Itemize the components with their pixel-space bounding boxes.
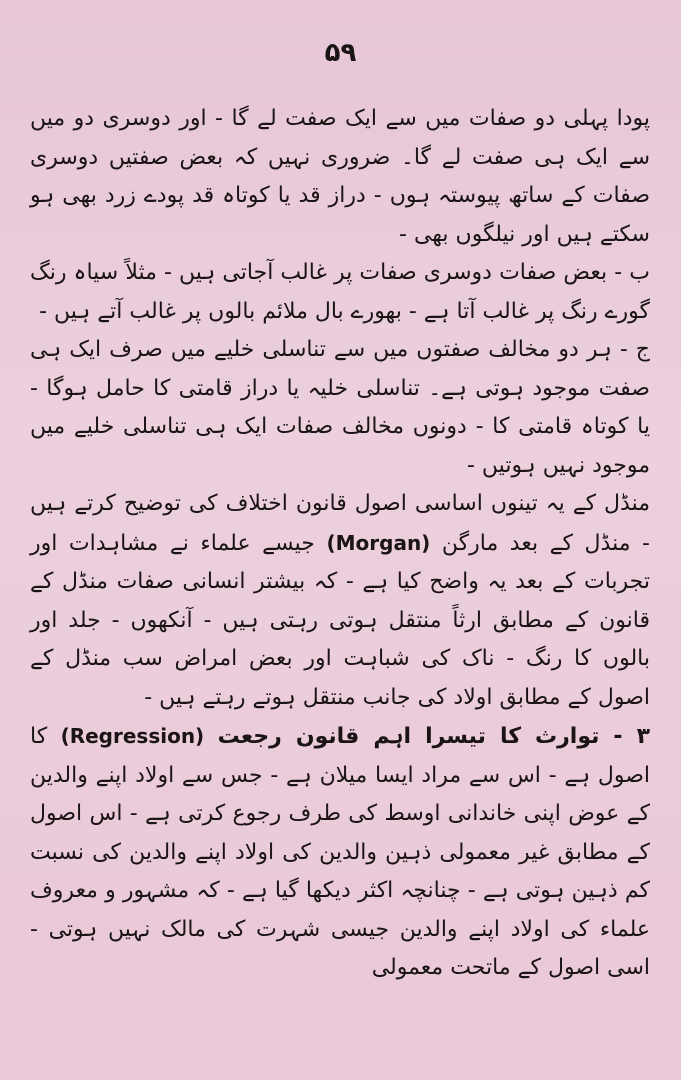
paragraph-1: پودا پہلی دو صفات میں سے ایک صفت لے گا - اور دوسری دو میں سے ایک ہی صفت لے گا۔ ضروری نہیں کہ بعض صفتیں دوسری صفات کے ساتھ پیوستہ ہوں - دراز قد یا کوتاہ قد پودے زرد بھی ہو سکتے ہیں اور نیلگوں بھی - [30,106,650,247]
latin-term-regression: (Regression) [60,724,205,748]
latin-term-morgan: (Morgan) [326,530,431,555]
paragraph-5-text: جیسے علماء نے مشاہدات اور تجربات کے بعد یہ واضح کیا ہے - کہ بیشتر انسانی صفات منڈل کے قانون کے مطابق ارثاً منتقل ہوتی رہتی ہیں - آنکھوں - جلد اور بالوں کا رنگ - ناک کی شباہت اور بعض امراض سب منڈل کے اصول کے مطابق اولاد کی جانب منتقل ہوتے رہتے ہیں - [30,530,650,710]
section-heading-regression: ۳ - توارث کا تیسرا اہم قانون رجعت [217,724,651,749]
page-body [30,100,650,988]
paragraph-2: ب - بعض صفات دوسری صفات پر غالب آجاتی ہیں - مثلاً سیاہ رنگ گورے رنگ پر غالب آتا ہے - بھورے بال ملائم بالوں پر غالب آتے ہیں - [30,260,650,324]
page-number: ۵۹ [324,38,357,68]
paragraph-7-text: کا اصول ہے - اس سے مراد ایسا میلان ہے - جس سے اولاد اپنے والدین کے عوض اپنی خاندانی اوسط کی طرف رجوع کرتی ہے - اس اصول کے مطابق غیر معمولی ذہین والدین کی اولاد اپنے والدین کی نسبت کم ذہین ہوتی ہے - چنانچہ اکثر دیکھا گیا ہے - کہ مشہور و معروف علماء کی اولاد اپنے والدین جیسی شہرت کی مالک نہیں ہوتی - اسی اصول کے ماتحت معمولی [30,724,650,980]
paragraph-4 [30,485,650,717]
paragraph-3: ج - ہر دو مخالف صفتوں میں سے تناسلی خلیے میں صرف ایک ہی صفت موجود ہوتی ہے۔ تناسلی خلیہ یا دراز قامتی کا حامل ہوگا - یا کوتاہ قامتی کا - دونوں مخالف صفات ایک ہی تناسلی خلیے میں موجود نہیں ہوتیں - [30,337,650,478]
paragraph-6 [30,717,650,988]
paragraph-4-text: منڈل کے یہ تینوں اساسی اصول قانون اختلاف کی توضیح کرتے ہیں - منڈل کے بعد مارگن [30,491,650,556]
